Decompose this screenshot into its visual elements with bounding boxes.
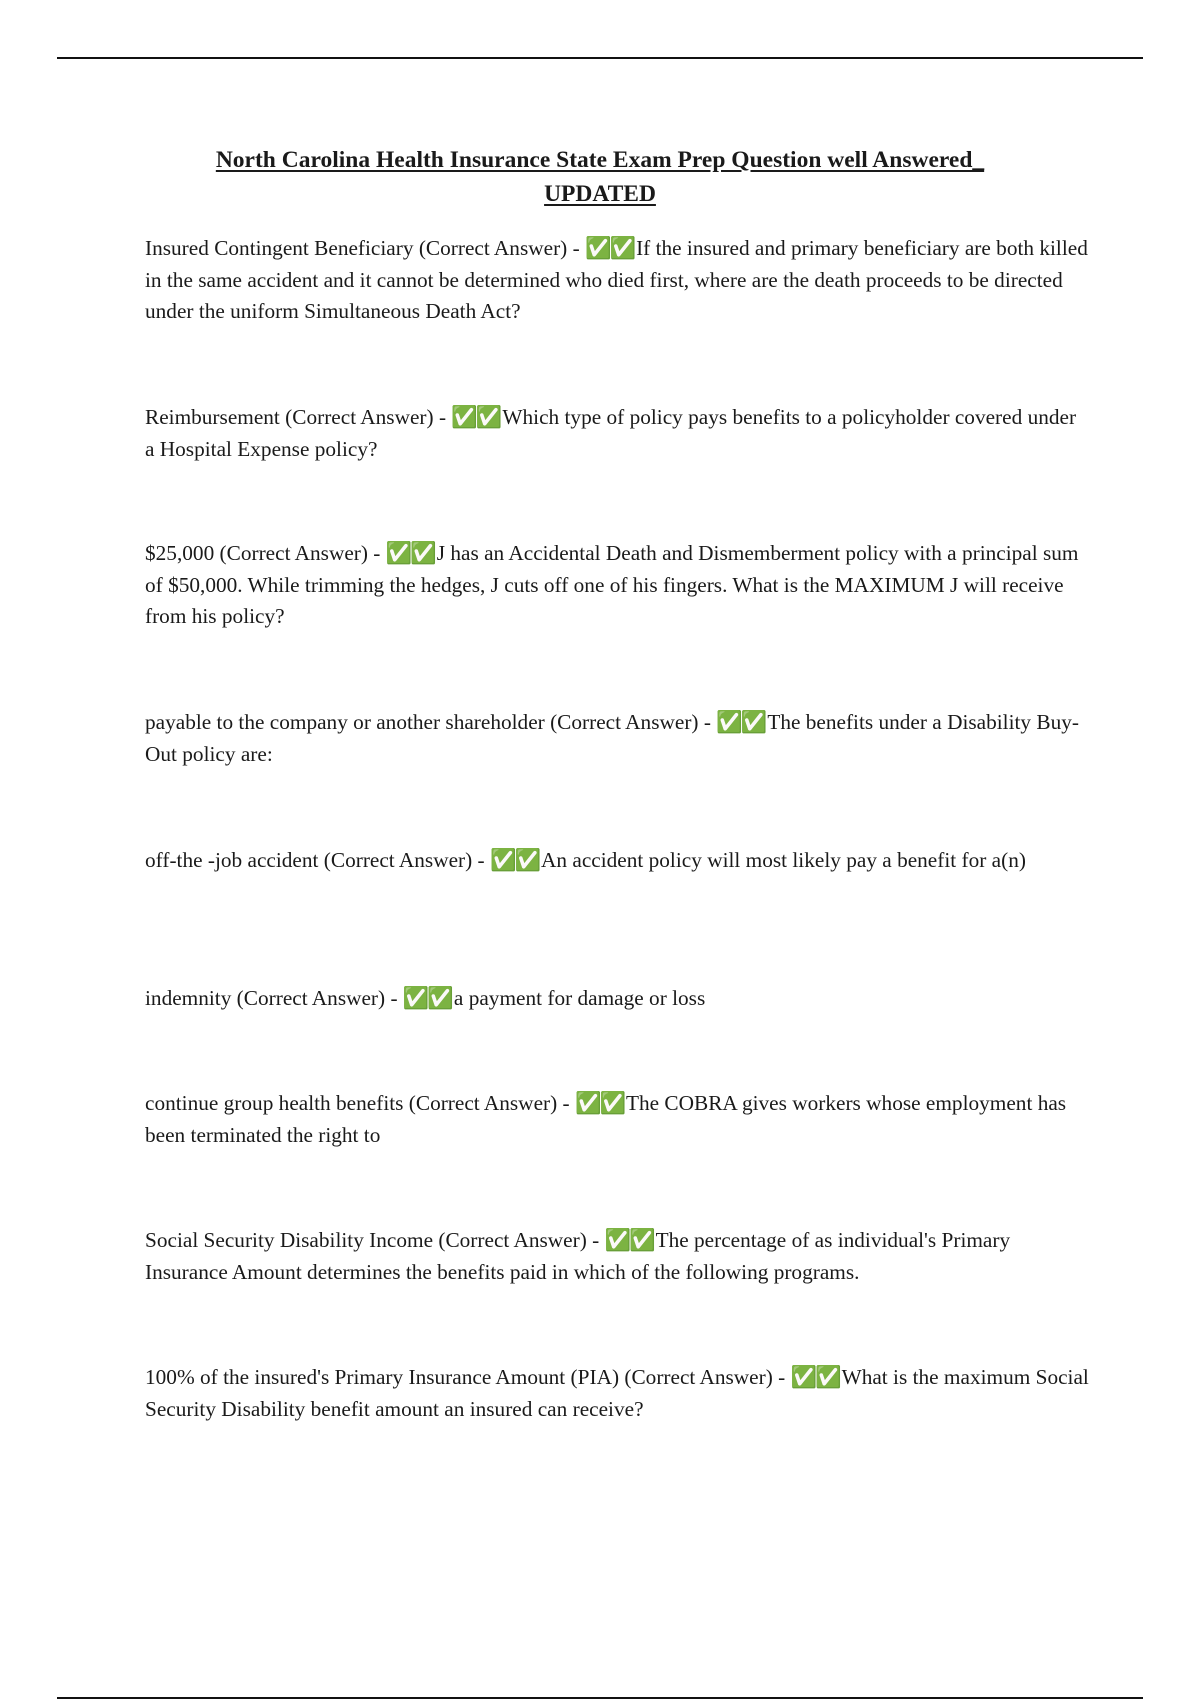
answer-text: Social Security Disability Income (Correct Answer) <box>145 1228 587 1252</box>
qa-item <box>145 233 1090 328</box>
answer-text: 100% of the insured's Primary Insurance Amount (PIA) (Correct Answer) <box>145 1365 773 1389</box>
question-text: If the insured and primary beneficiary are both killed in the same accident and it cannot be determined who died first, where are the death proceeds to be directed under the uniform Simultaneous Death Act? <box>145 236 1088 323</box>
checkmark-icon: ✅✅ <box>574 1091 624 1115</box>
checkmark-icon: ✅✅ <box>385 541 435 565</box>
separator: - <box>557 1091 575 1115</box>
question-text: What is the maximum Social Security Disability benefit amount an insured can receive? <box>145 1365 1089 1421</box>
qa-item <box>145 402 1090 465</box>
answer-text: $25,000 (Correct Answer) <box>145 541 368 565</box>
checkmark-icon: ✅✅ <box>402 986 452 1010</box>
separator: - <box>385 986 403 1010</box>
checkmark-icon: ✅✅ <box>451 405 501 429</box>
checkmark-icon: ✅✅ <box>716 710 766 734</box>
question-text: The percentage of as individual's Primary Insurance Amount determines the benefits paid in which of the following programs. <box>145 1228 1011 1284</box>
question-text: An accident policy will most likely pay a benefit for a(n) <box>541 848 1026 872</box>
qa-item <box>145 845 1090 877</box>
separator: - <box>367 541 386 565</box>
question-text: Which type of policy pays benefits to a policyholder covered under a Hospital Expense policy? <box>145 405 1077 461</box>
qa-item <box>145 538 1090 633</box>
top-rule <box>57 57 1143 59</box>
answer-text: payable to the company or another shareholder (Correct Answer) <box>145 710 699 734</box>
separator: - <box>567 236 586 260</box>
page-title <box>140 143 1060 211</box>
separator: - <box>433 405 452 429</box>
separator: - <box>772 1365 791 1389</box>
answer-text: Reimbursement (Correct Answer) <box>145 405 434 429</box>
question-text: The benefits under a Disability Buy-Out policy are: <box>145 710 1079 766</box>
question-text: a payment for damage or loss <box>453 986 706 1010</box>
qa-item <box>145 1362 1090 1425</box>
qa-item <box>145 1088 1090 1151</box>
answer-text: indemnity (Correct Answer) <box>145 986 386 1010</box>
checkmark-icon: ✅✅ <box>604 1228 654 1252</box>
title-line-1: North Carolina Health Insurance State Exam Prep Question well Answered_ <box>215 147 985 173</box>
qa-item <box>145 707 1090 770</box>
checkmark-icon: ✅✅ <box>489 848 540 872</box>
question-text: The COBRA gives workers whose employment has been terminated the right to <box>145 1091 1067 1147</box>
bottom-rule <box>57 1697 1143 1699</box>
qa-item <box>145 983 1090 1015</box>
separator: - <box>586 1228 605 1252</box>
question-text: J has an Accidental Death and Dismemberment policy with a principal sum of $50,000. While trimming the hedges, J cuts off one of his fingers. What is the MAXIMUM J will receive from his policy? <box>145 541 1079 628</box>
answer-text: continue group health benefits (Correct Answer) <box>145 1091 558 1115</box>
checkmark-icon: ✅✅ <box>790 1365 840 1389</box>
title-line-2: UPDATED <box>544 181 656 207</box>
answer-text: Insured Contingent Beneficiary (Correct Answer) <box>145 236 568 260</box>
qa-item <box>145 1225 1090 1288</box>
separator: - <box>472 848 490 872</box>
checkmark-icon: ✅✅ <box>585 236 635 260</box>
answer-text: off-the -job accident (Correct Answer) <box>145 848 473 872</box>
separator: - <box>698 710 717 734</box>
